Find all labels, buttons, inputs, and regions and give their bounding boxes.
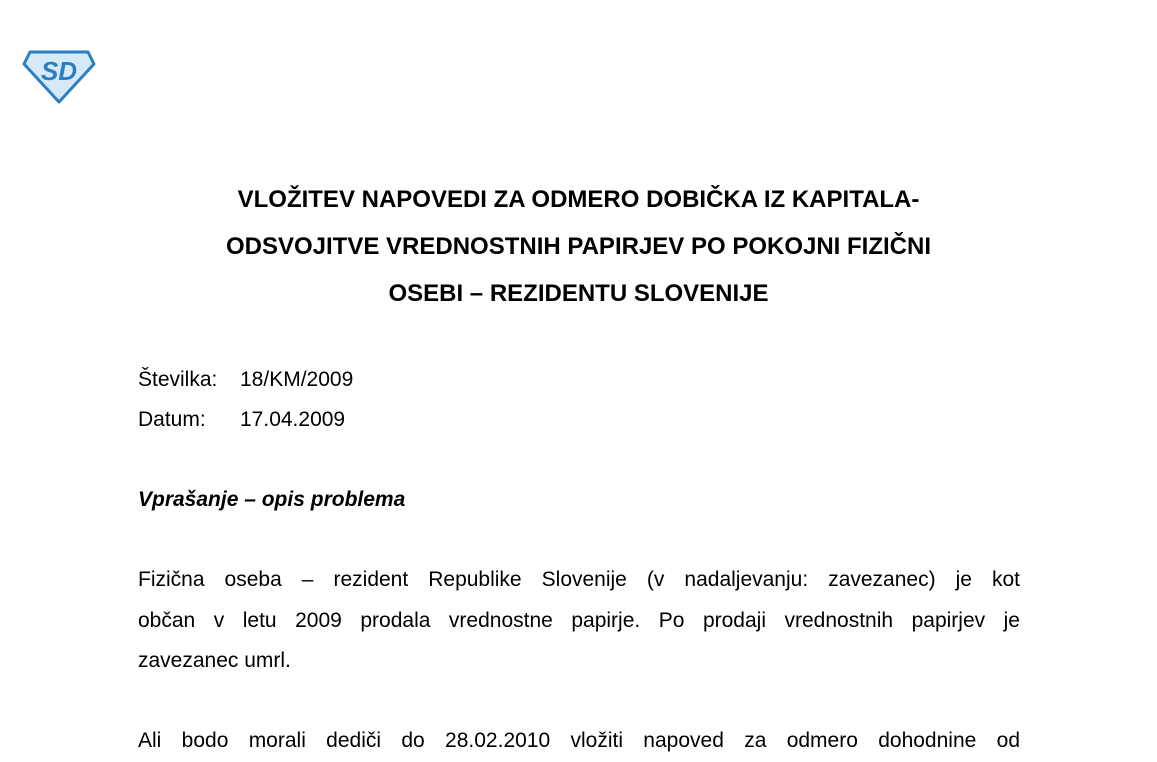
date-value: 17.04.2009 [240, 408, 346, 431]
title-line-3: OSEBI – REZIDENTU SLOVENIJE [388, 280, 769, 307]
sd-shield-logo-icon [22, 48, 96, 104]
title-line-1: VLOŽITEV NAPOVEDI ZA ODMERO DOBIČKA IZ KAPITALA- [237, 186, 920, 213]
paragraph-1-line-1: Fizična oseba – rezident Republike Slovenije (v nadaljevanju: zavezanec) je kot [138, 568, 1020, 591]
number-label: Številka: [138, 368, 218, 391]
document-title [120, 176, 1037, 317]
paragraph-1-line-2: občan v letu 2009 prodala vrednostne papirje. Po prodaji vrednostnih papirjev je [138, 608, 1020, 632]
date-row [138, 400, 353, 440]
number-row [138, 360, 353, 400]
title-line-2: ODSVOJITVE VREDNOSTNIH PAPIRJEV PO POKOJNI FIZIČNI [225, 233, 931, 260]
number-value: 18/KM/2009 [240, 368, 354, 391]
document-meta [138, 360, 353, 440]
paragraph-1-line-3: zavezanec umrl. [138, 649, 291, 672]
paragraph-1 [138, 560, 1020, 682]
date-label: Datum: [138, 408, 206, 431]
paragraph-2-line-1: Ali bodo morali dediči do 28.02.2010 vložiti napoved za odmero dohodnine od [138, 729, 1020, 752]
paragraph-2 [138, 721, 1020, 762]
logo-letters: SD [40, 56, 78, 86]
question-heading: Vprašanje – opis problema [138, 488, 406, 511]
